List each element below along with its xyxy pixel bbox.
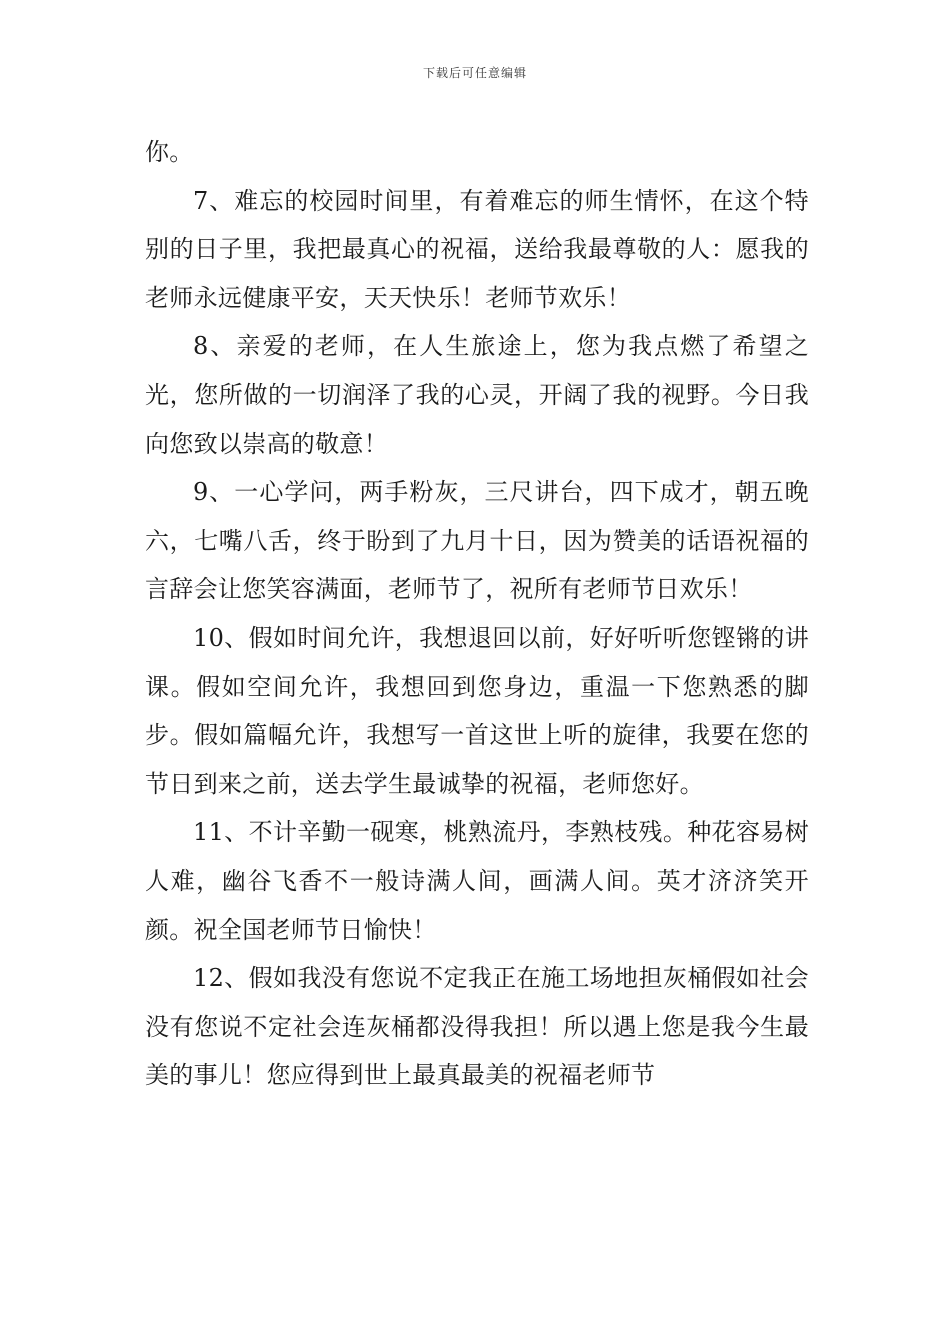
- paragraph-11: 11、不计辛勤一砚寒，桃熟流丹，李熟枝残。种花容易树人难，幽谷飞香不一般诗满人间，画满人间。英才济济笑开颜。祝全国老师节日愉快！: [145, 818, 809, 944]
- paragraph-12: 12、假如我没有您说不定我正在施工场地担灰桶假如社会没有您说不定社会连灰桶都没得我担！所以遇上您是我今生最美的事儿！您应得到世上最真最美的祝福老师节: [145, 964, 809, 1090]
- page-header: 下载后可任意编辑: [422, 66, 527, 80]
- paragraph-9: 9、一心学问，两手粉灰，三尺讲台，四下成才，朝五晚六，七嘴八舌，终于盼到了九月十日，因为赞美的话语祝福的言辞会让您笑容满面，老师节了，祝所有老师节日欢乐！: [145, 478, 809, 604]
- document-body: [145, 128, 809, 1100]
- paragraph-continuation: 你。: [145, 138, 194, 166]
- paragraph-10: 10、假如时间允许，我想退回以前，好好听听您铿锵的讲课。假如空间允许，我想回到您身边，重温一下您熟悉的脚步。假如篇幅允许，我想写一首这世上听的旋律，我要在您的节日到来之前，送去学生最诚挚的祝福，老师您好。: [145, 623, 809, 798]
- paragraph-8: 8、亲爱的老师，在人生旅途上，您为我点燃了希望之光，您所做的一切润泽了我的心灵，开阔了我的视野。今日我向您致以崇高的敬意！: [145, 332, 809, 458]
- paragraph-7: 7、难忘的校园时间里，有着难忘的师生情怀，在这个特别的日子里，我把最真心的祝福，送给我最尊敬的人：愿我的老师永远健康平安，天天快乐！老师节欢乐！: [145, 186, 809, 312]
